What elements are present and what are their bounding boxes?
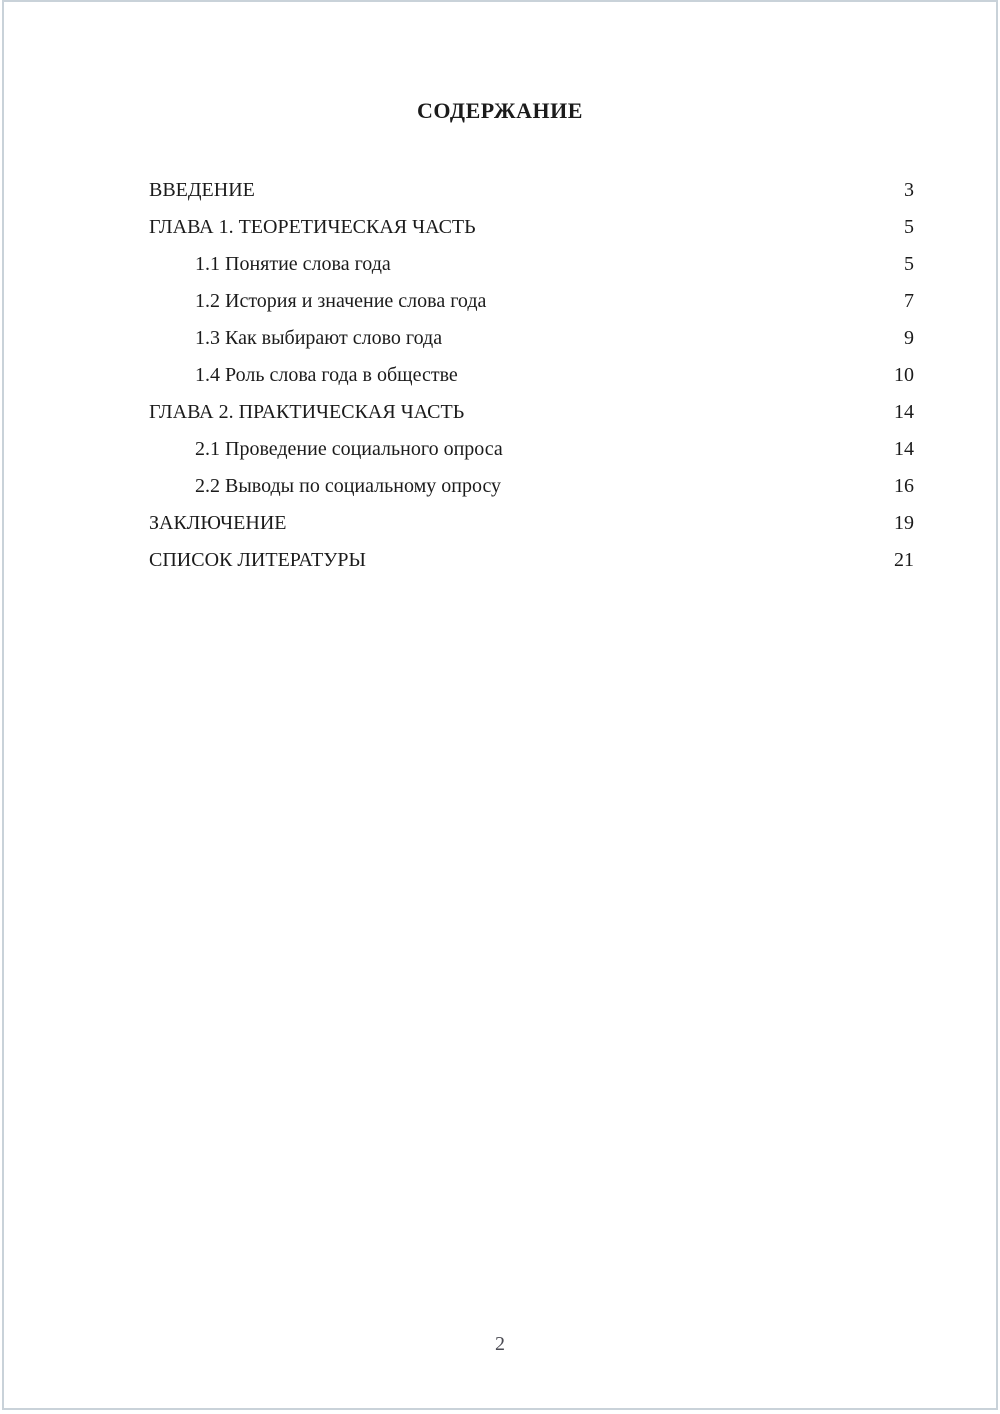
- toc-entry-label: 1.3 Как выбирают слово года: [195, 327, 443, 349]
- toc-entry-page: 21: [894, 549, 914, 571]
- toc-entry-label: 2.1 Проведение социального опроса: [195, 438, 503, 460]
- document-page: [2, 0, 998, 1410]
- toc-row: [149, 172, 914, 209]
- toc-row: [149, 394, 914, 431]
- toc-entry-page: 5: [904, 216, 914, 238]
- toc-entry-page: 9: [904, 327, 914, 349]
- toc-row: [149, 431, 914, 468]
- toc-row: [149, 542, 914, 579]
- toc-entry-label: 1.4 Роль слова года в обществе: [195, 364, 458, 386]
- toc-entry-page: 19: [894, 512, 914, 534]
- toc-entry-label: СПИСОК ЛИТЕРАТУРЫ: [149, 549, 366, 571]
- toc-entry-page: 14: [894, 438, 914, 460]
- toc-entry-label: 1.1 Понятие слова года: [195, 253, 391, 275]
- toc-entry-page: 7: [904, 290, 914, 312]
- toc-entry-page: 14: [894, 401, 914, 423]
- footer-page-number: 2: [495, 1333, 505, 1355]
- toc-entry-label: 2.2 Выводы по социальному опросу: [195, 475, 502, 497]
- toc-entry-label: ВВЕДЕНИЕ: [149, 179, 255, 201]
- toc-entry-label: 1.2 История и значение слова года: [195, 290, 487, 312]
- toc-row: [149, 505, 914, 542]
- page-title: СОДЕРЖАНИЕ: [417, 98, 583, 123]
- toc-row: [149, 320, 914, 357]
- toc-row: [149, 283, 914, 320]
- toc-row: [149, 468, 914, 505]
- toc-row: [149, 209, 914, 246]
- toc-entry-page: 16: [894, 475, 914, 497]
- toc-row: [149, 357, 914, 394]
- toc-row: [149, 246, 914, 283]
- toc-entry-label: ГЛАВА 2. ПРАКТИЧЕСКАЯ ЧАСТЬ: [149, 401, 465, 423]
- toc-entry-page: 3: [904, 179, 914, 201]
- toc-entry-label: ЗАКЛЮЧЕНИЕ: [149, 512, 287, 534]
- toc-entry-page: 10: [894, 364, 914, 386]
- toc-entry-label: ГЛАВА 1. ТЕОРЕТИЧЕСКАЯ ЧАСТЬ: [149, 216, 476, 238]
- toc-entry-page: 5: [904, 253, 914, 275]
- table-of-contents: [149, 172, 914, 579]
